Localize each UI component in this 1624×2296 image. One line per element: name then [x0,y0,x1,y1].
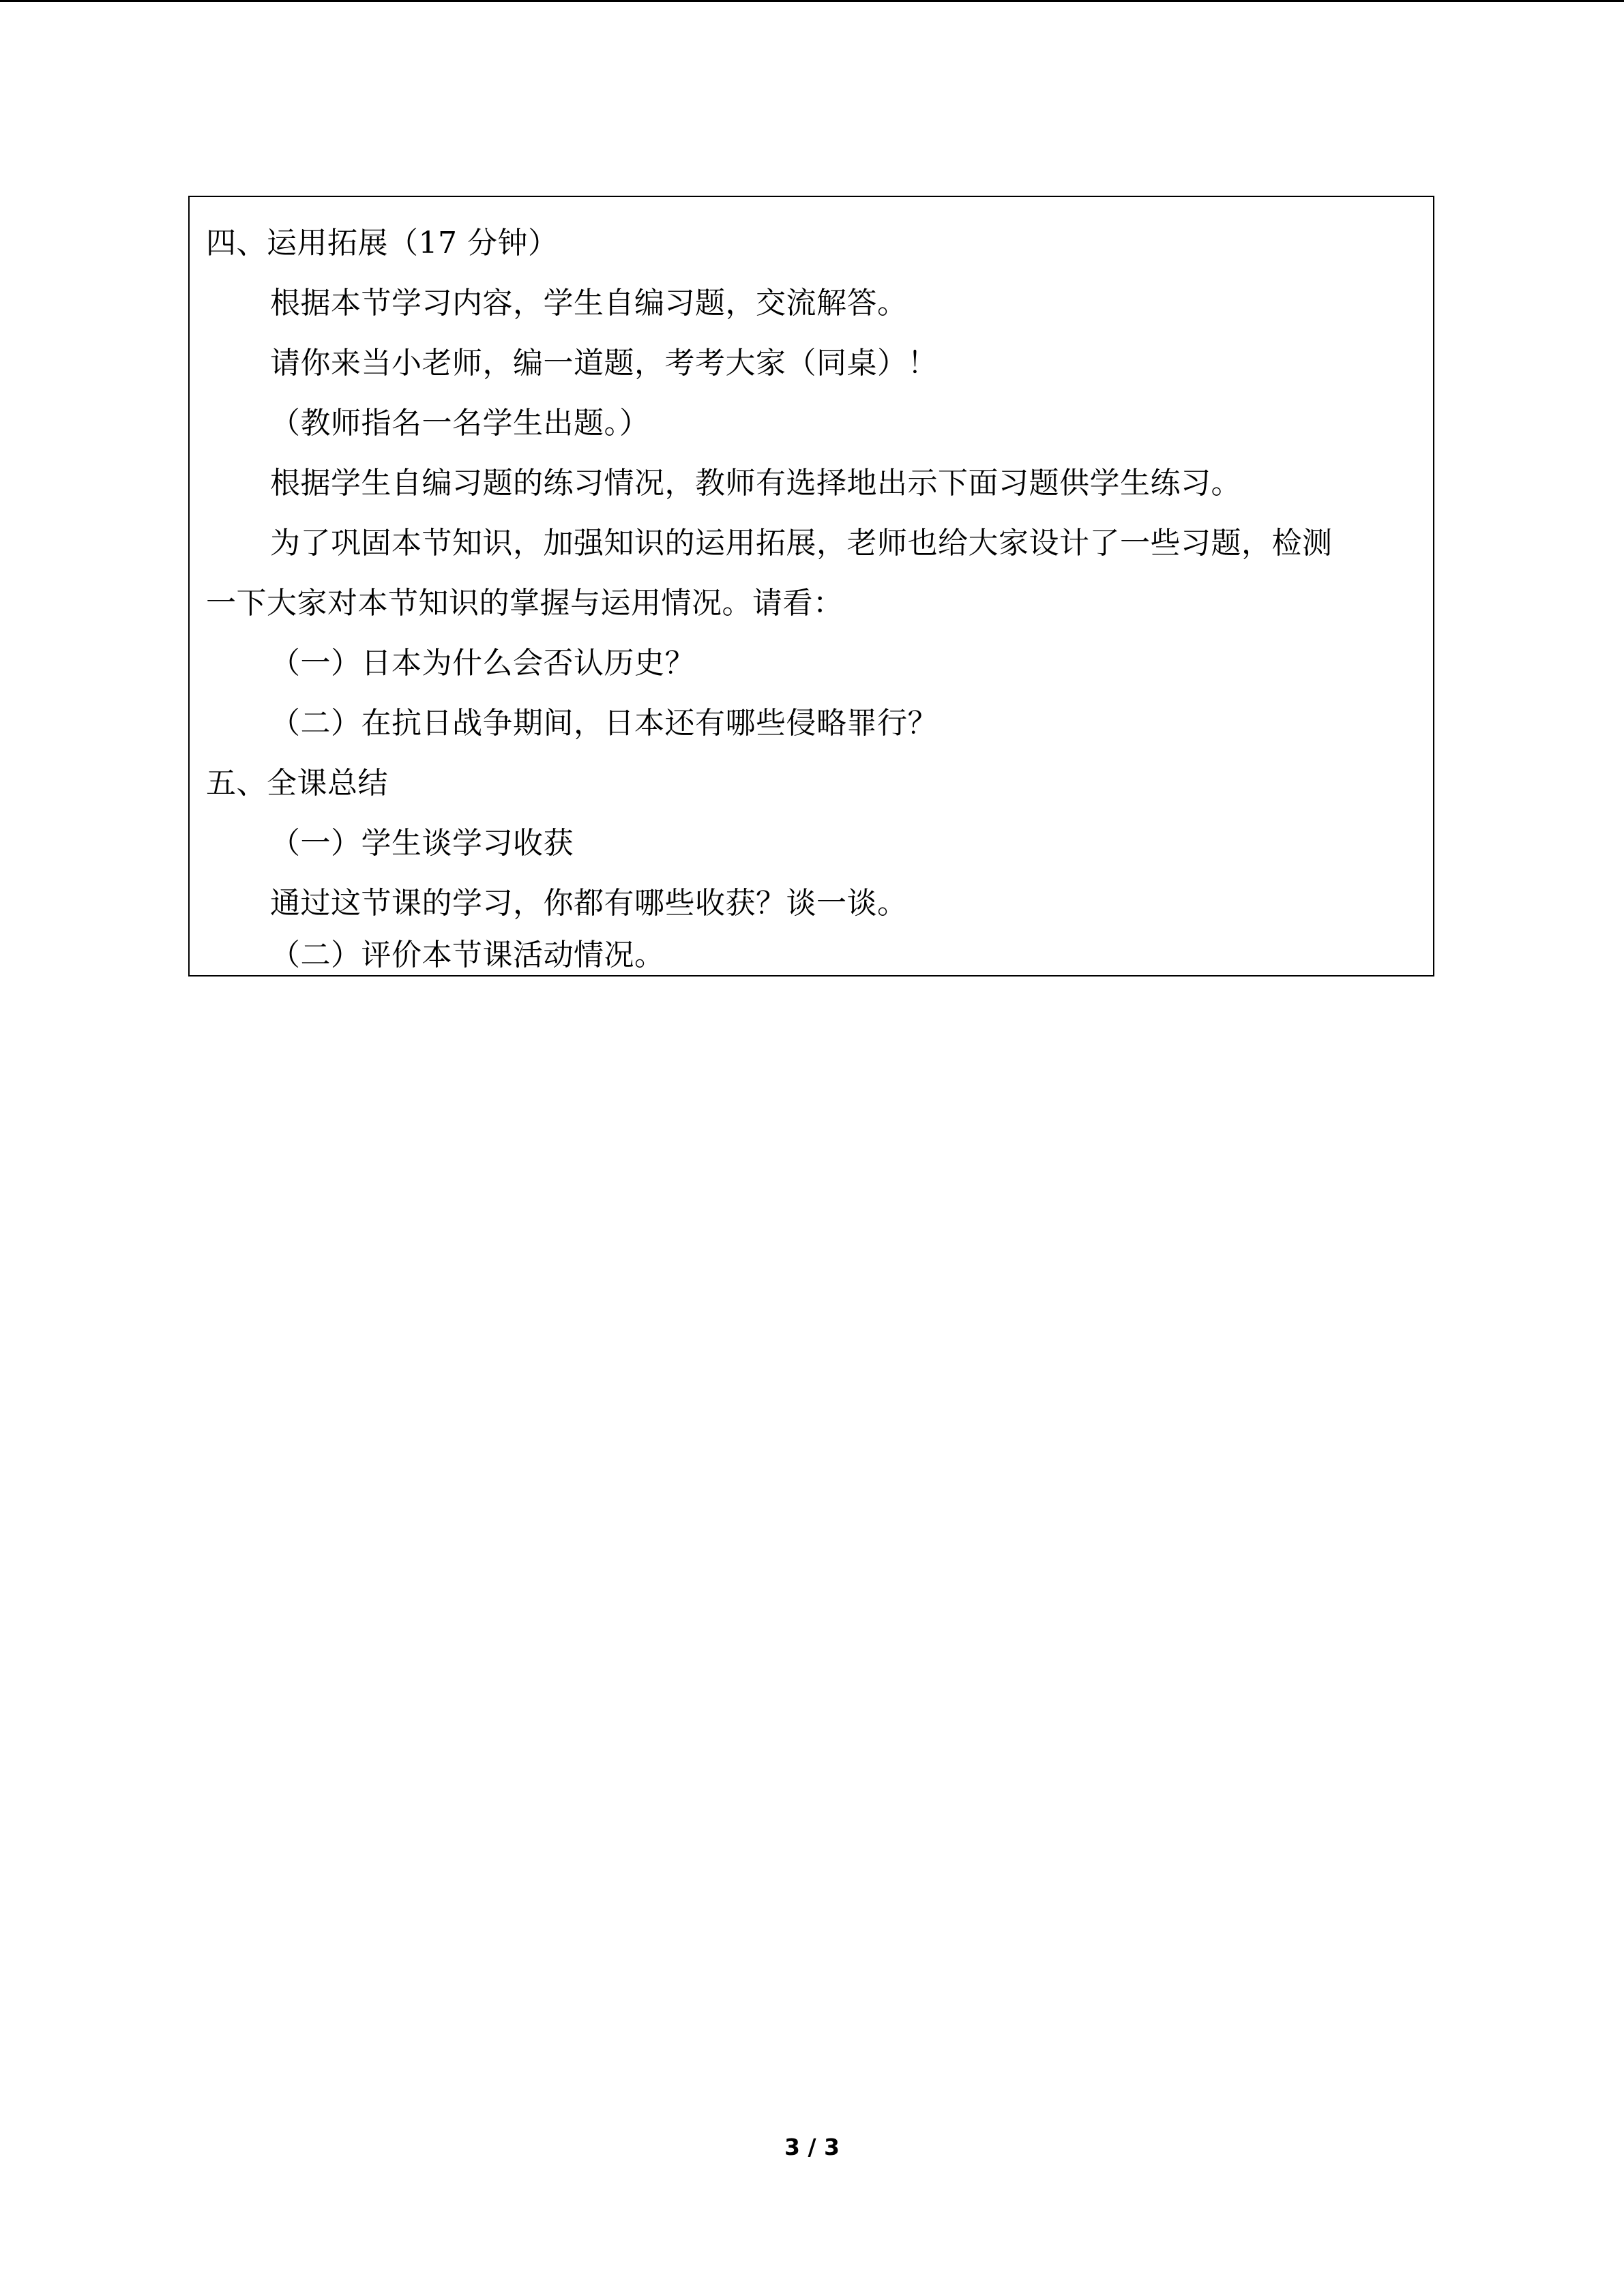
paragraph: 根据本节学习内容，学生自编习题，交流解答。 [270,286,908,320]
subheading: （一）学生谈学习收获 [270,826,574,861]
lesson-content-box [188,196,1434,976]
page-top-border [0,0,1624,2]
question-item: （二）在抗日战争期间，日本还有哪些侵略罪行？ [270,706,938,741]
paragraph-line: 为了巩固本节知识，加强知识的运用拓展，老师也给大家设计了一些习题，检测 [270,526,1333,561]
subheading: （二）评价本节课活动情况。 [270,938,665,972]
paragraph: 请你来当小老师，编一道题，考考大家（同桌）！ [270,346,938,381]
page-number: 3 / 3 [784,2134,840,2160]
paragraph-line: 一下大家对本节知识的掌握与运用情况。请看： [206,586,844,621]
question-item: （一）日本为什么会否认历史？ [270,646,695,681]
paragraph: 根据学生自编习题的练习情况，教师有选择地出示下面习题供学生练习。 [270,466,1241,501]
section-four-heading: 四、运用拓展（17 分钟） [206,226,559,260]
paragraph: （教师指名一名学生出题。） [270,406,650,441]
paragraph: 通过这节课的学习，你都有哪些收获？谈一谈。 [270,886,908,921]
section-five-heading: 五、全课总结 [206,766,388,801]
